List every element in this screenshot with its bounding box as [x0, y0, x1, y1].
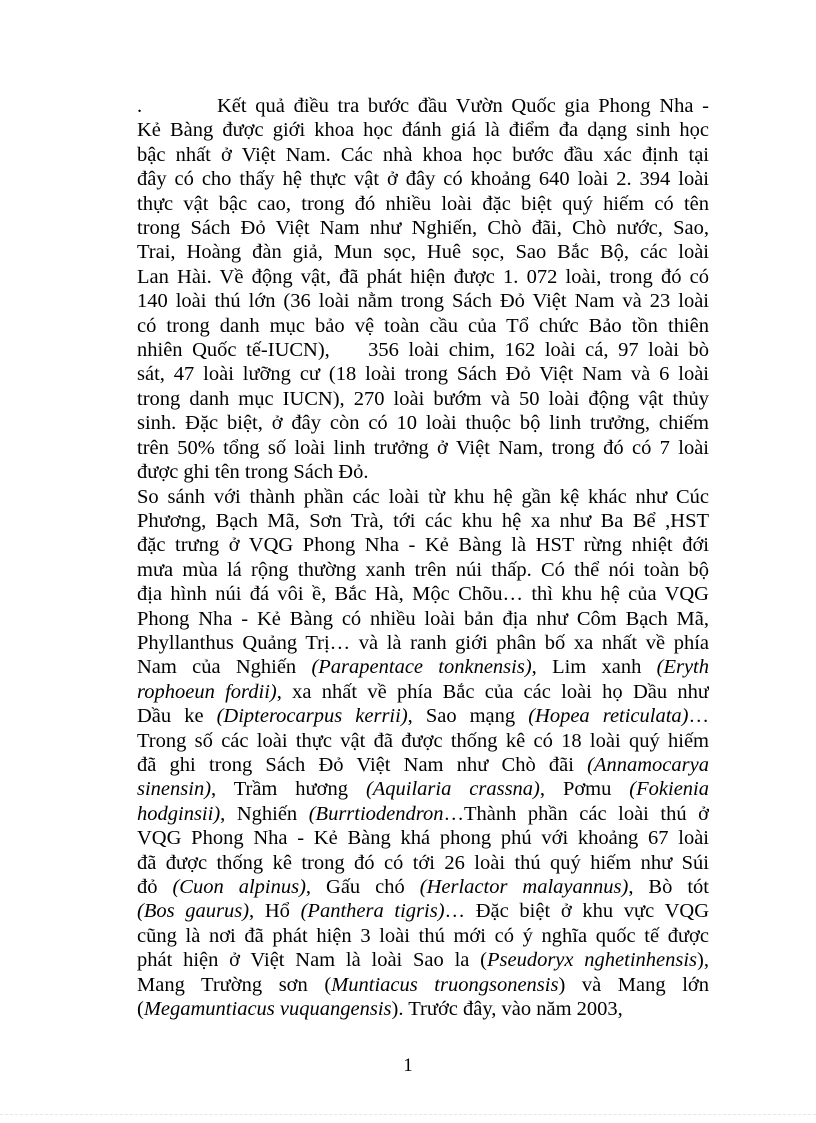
text-line: rophoeun fordii), xa nhất về phía Bắc của các loài họ Dầu như — [137, 680, 709, 703]
text-line: trên 50% tổng số loài linh trưởng ở Việt Nam, trong đó có 7 loài — [137, 436, 709, 459]
species-name: sinensin) — [137, 778, 212, 801]
text-line: sinensin), Trầm hương (Aquilaria crassna), Pơmu (Fokienia — [137, 778, 709, 801]
lead-marker: . — [137, 95, 143, 117]
species-name: hodginsii) — [137, 802, 221, 825]
text-line: Trai, Hoàng đàn giả, Mun sọc, Huê sọc, Sao Bắc Bộ, các loài — [137, 241, 709, 264]
text-line: VQG Phong Nha - Kẻ Bàng khá phong phú với khoảng 67 loài — [137, 827, 709, 850]
species-name: Muntiacus truongsonensis — [331, 973, 559, 996]
species-name: (Fokienia — [629, 778, 709, 801]
text-line: nhiên Quốc tế-IUCN), 356 loài chim, 162 loài cá, 97 loài bò — [137, 339, 709, 362]
text-line: So sánh với thành phần các loài từ khu hệ gần kệ khác như Cúc — [137, 485, 709, 508]
page-number: 1 — [403, 1055, 413, 1076]
paragraph-1 — [137, 94, 709, 485]
species-name: (Aquilaria crassna) — [365, 778, 540, 801]
species-name: (Eryth — [656, 656, 709, 679]
text-line: bậc nhất ở Việt Nam. Các nhà khoa học bước đầu xác định tại — [137, 143, 709, 166]
text-line: Kẻ Bàng được giới khoa học đánh giá là điểm đa dạng sinh học — [137, 119, 709, 142]
species-name: (Burrtiodendron — [308, 802, 444, 825]
text-line: sinh. Đặc biệt, ở đây còn có 10 loài thuộc bộ linh trưởng, chiếm — [137, 412, 709, 435]
text-line: trong Sách Đỏ Việt Nam như Nghiến, Chò đãi, Chò nước, Sao, — [137, 217, 709, 240]
text-line: Nam của Nghiến (Parapentace tonknensis), Lim xanh (Eryth — [137, 656, 709, 679]
species-name: (Bos gaurus) — [137, 900, 250, 923]
text-line: cũng là nơi đã phát hiện 3 loài thú mới có ý nghĩa quốc tế được — [137, 924, 709, 947]
body-text — [137, 94, 709, 1021]
paragraph-2 — [137, 485, 709, 1022]
species-name: (Panthera tigris) — [300, 900, 445, 923]
text-line: Mang Trường sơn (Muntiacus truongsonensis) và Mang lớn — [137, 973, 709, 996]
species-name: (Annamocarya — [587, 753, 709, 776]
species-name: (Cuon alpinus) — [172, 876, 306, 898]
text-line: 140 loài thú lớn (36 loài nằm trong Sách Đỏ Việt Nam và 23 loài — [137, 290, 709, 313]
text-line: trong danh mục IUCN), 270 loài bướm và 50 loài động vật thủy — [137, 387, 709, 410]
text-line: đây có cho thấy hệ thực vật ở đây có khoảng 640 loài 2. 394 loài — [137, 168, 709, 191]
text-line: đã ghi trong Sách Đỏ Việt Nam như Chò đãi (Annamocarya — [137, 753, 709, 776]
species-name: (Hopea reticulata) — [528, 705, 689, 728]
text-line: đã được thống kê trong đó có tới 26 loài thú quý hiếm như Súi — [137, 851, 709, 874]
text-line: Lan Hài. Về động vật, đã phát hiện được 1. 072 loài, trong đó có — [137, 265, 709, 288]
text-line: thực vật bậc cao, trong đó nhiều loài đặc biệt quý hiếm có tên — [137, 192, 709, 215]
text-line: Trong số các loài thực vật đã được thống kê có 18 loài quý hiếm — [137, 729, 709, 752]
species-name: (Dipterocarpus kerrii) — [216, 705, 408, 728]
species-name: Megamuntiacus vuquangensis — [143, 998, 392, 1021]
text-line: Dầu ke (Dipterocarpus kerrii), Sao mạng (Hopea reticulata)… — [137, 705, 709, 728]
text-line: Phyllanthus Quảng Trị… và là ranh giới phân bố xa nhất về phía — [137, 631, 709, 654]
text-line: hodginsii), Nghiến (Burrtiodendron…Thành phần các loài thú ở — [137, 802, 709, 825]
text-line: phát hiện ở Việt Nam là loài Sao la (Pseudoryx nghetinhensis), — [137, 949, 709, 972]
species-name: (Parapentace tonknensis) — [311, 656, 532, 679]
text-line: mưa mùa lá rộng thường xanh trên núi thấp. Có thể nói toàn bộ — [137, 558, 709, 581]
species-name: rophoeun fordii) — [137, 680, 277, 703]
species-name: Pseudoryx nghetinhensis — [486, 949, 698, 972]
text-line: sát, 47 loài lưỡng cư (18 loài trong Sách Đỏ Việt Nam và 6 loài — [137, 363, 709, 386]
page-bottom-divider — [0, 1114, 816, 1115]
text-line: đỏ (Cuon alpinus), Gấu chó (Herlactor malayannus), Bò tót — [137, 876, 709, 898]
text-line: có trong danh mục bảo vệ toàn cầu của Tổ chức Bảo tồn thiên — [137, 314, 709, 337]
text-line: Phương, Bạch Mã, Sơn Trà, tới các khu hệ xa như Ba Bể ,HST — [137, 509, 709, 532]
text-line: đặc trưng ở VQG Phong Nha - Kẻ Bàng là HST rừng nhiệt đới — [137, 534, 709, 557]
text-line: (Megamuntiacus vuquangensis). Trước đây, vào năm 2003, — [137, 998, 623, 1021]
text-line: địa hình núi đá vôi ề, Bắc Hà, Mộc Chõu… thì khu hệ của VQG — [137, 583, 709, 606]
species-name: (Herlactor malayannus) — [419, 876, 629, 898]
text-line: được ghi tên trong Sách Đỏ. — [137, 461, 369, 484]
text-line: Phong Nha - Kẻ Bàng có nhiều loài bản địa như Côm Bạch Mã, — [137, 607, 709, 630]
text-line: . Kết quả điều tra bước đầu Vườn Quốc gia Phong Nha - — [137, 95, 709, 117]
text-line: (Bos gaurus), Hổ (Panthera tigris)… Đặc biệt ở khu vực VQG — [137, 900, 709, 923]
